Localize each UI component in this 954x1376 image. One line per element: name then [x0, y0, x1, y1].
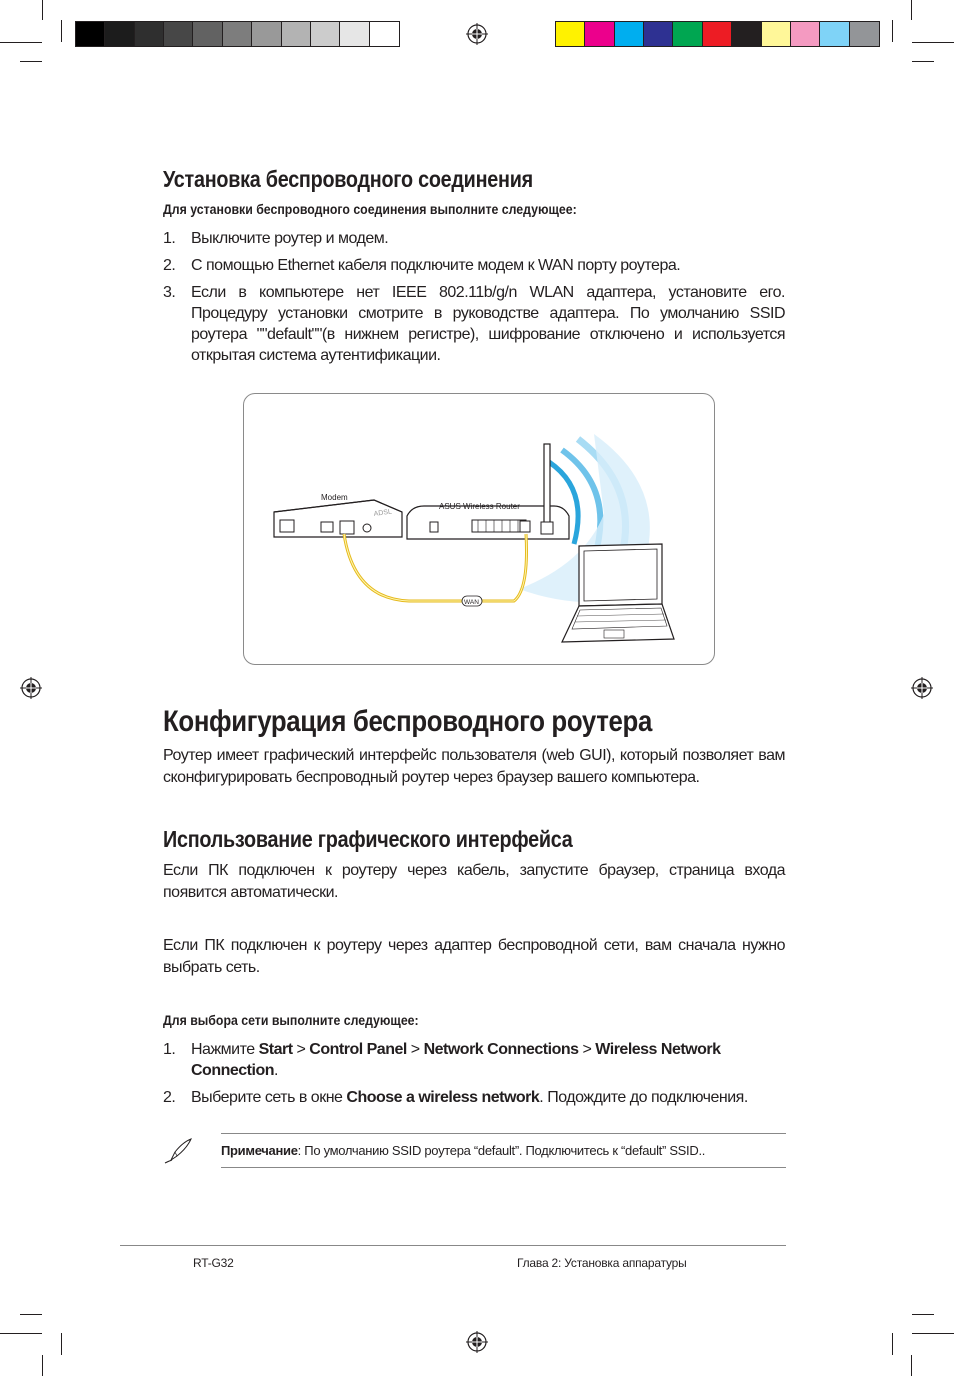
cable-label: WAN — [464, 599, 479, 606]
registration-mark-icon — [20, 677, 42, 699]
color-calibration-bar — [555, 21, 880, 47]
list-item: 1. Выключите роутер и модем. — [163, 230, 389, 247]
calibration-swatch — [311, 22, 340, 46]
note-divider-bottom — [221, 1167, 786, 1168]
note-text: Примечание: По умолчанию SSID роутера “default”. Подключитесь к “default” SSID.. — [221, 1143, 706, 1158]
calibration-swatch — [673, 22, 702, 46]
list-item: 2. Выберите сеть в окне Choose a wireless network. Подождите до подключения. — [163, 1089, 748, 1106]
modem-brand: ADSL — [373, 508, 393, 518]
calibration-swatch — [585, 22, 614, 46]
registration-mark-icon — [911, 677, 933, 699]
registration-mark-icon — [466, 1331, 488, 1353]
calibration-swatch — [193, 22, 222, 46]
calibration-swatch — [223, 22, 252, 46]
calibration-swatch — [850, 22, 879, 46]
calibration-swatch — [791, 22, 820, 46]
section-title-gui: Использование графического интерфейса — [163, 826, 573, 852]
footer-divider — [120, 1245, 786, 1246]
calibration-swatch — [135, 22, 164, 46]
calibration-swatch — [820, 22, 849, 46]
list-item: 1. Нажмите Start > Control Panel > Network Connections > Wireless Network Connection. — [163, 1041, 721, 1079]
calibration-swatch — [282, 22, 311, 46]
list-item: 3. Если в компьютере нет IEEE 802.11b/g/n WLAN адаптера, установите его. Процедуру установки смотрите в руководстве адаптера. По умолчанию SSID роутера ""default""(в нижнем регистре), шифрование отключено и используется открытая система аутентификации. — [163, 284, 785, 364]
gui-paragraph-wireless: Если ПК подключен к роутеру через адаптер беспроводной сети, вам сначала нужно выбрать сеть. — [163, 937, 785, 976]
section-title-router-config: Конфигурация беспроводного роутера — [163, 705, 652, 738]
note-divider-top — [221, 1133, 786, 1134]
calibration-swatch — [76, 22, 105, 46]
section-lead-wireless-setup: Для установки беспроводного соединения выполните следующее: — [163, 201, 577, 217]
section-text-router-config: Роутер имеет графический интерфейс пользователя (web GUI), который позволяет вам сконфигурировать беспроводный роутер через браузер вашего компьютера. — [163, 747, 785, 786]
calibration-swatch — [556, 22, 585, 46]
router-label: ASUS Wireless Router — [439, 502, 520, 511]
grayscale-calibration-bar — [75, 21, 400, 47]
calibration-swatch — [370, 22, 399, 46]
calibration-swatch — [252, 22, 281, 46]
calibration-swatch — [615, 22, 644, 46]
section-title-wireless-setup: Установка беспроводного соединения — [163, 166, 533, 192]
calibration-swatch — [644, 22, 673, 46]
footer-chapter: Глава 2: Установка аппаратуры — [517, 1256, 687, 1270]
pen-note-icon — [163, 1136, 195, 1166]
calibration-swatch — [732, 22, 761, 46]
gui-paragraph-wired: Если ПК подключен к роутеру через кабель, запустите браузер, страница входа появится автоматически. — [163, 862, 785, 901]
modem-label: Modem — [321, 493, 348, 502]
list-item: 2. С помощью Ethernet кабеля подключите модем к WAN порту роутера. — [163, 257, 681, 274]
calibration-swatch — [340, 22, 369, 46]
calibration-swatch — [164, 22, 193, 46]
connection-diagram-illustration — [244, 394, 714, 664]
calibration-swatch — [762, 22, 791, 46]
connection-diagram-figure — [243, 393, 715, 665]
registration-mark-icon — [466, 23, 488, 45]
section-lead-select-network: Для выбора сети выполните следующее: — [163, 1012, 419, 1028]
calibration-swatch — [105, 22, 134, 46]
footer-model: RT-G32 — [193, 1256, 234, 1270]
calibration-swatch — [703, 22, 732, 46]
